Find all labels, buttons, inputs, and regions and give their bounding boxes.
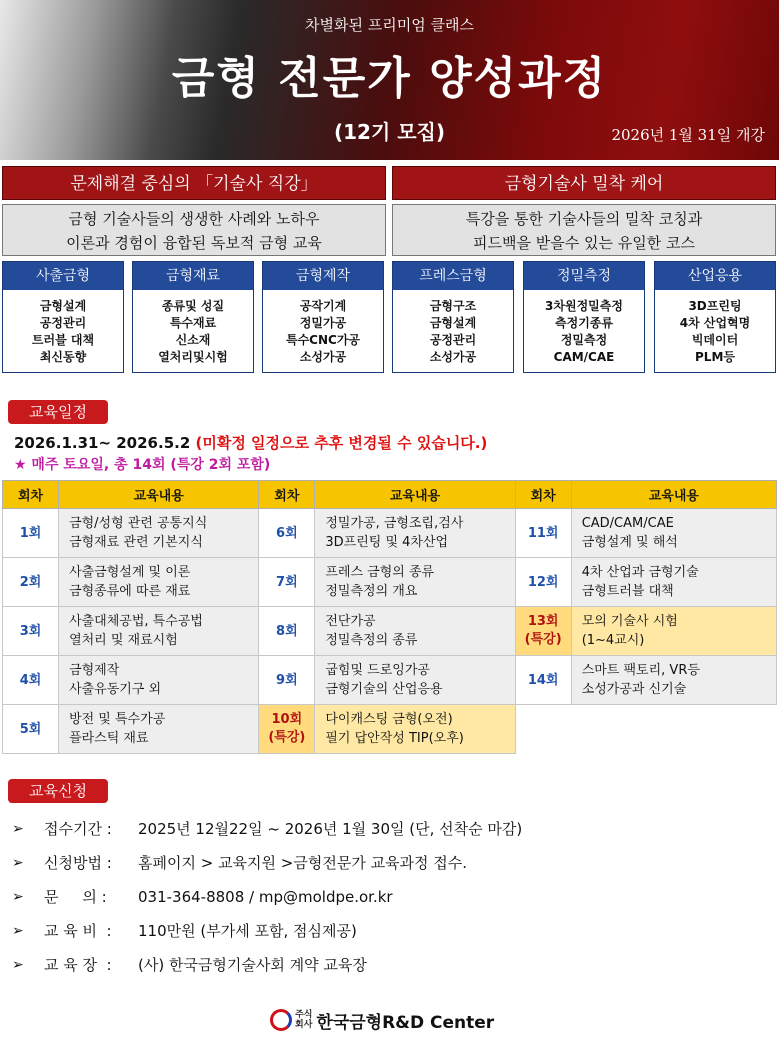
arrow-bullet-icon: ➢ bbox=[12, 923, 24, 939]
column-header: 회차 bbox=[3, 481, 59, 509]
category-title: 산업응용 bbox=[655, 262, 775, 290]
category-items bbox=[393, 290, 513, 372]
apply-info-list bbox=[12, 818, 522, 988]
session-content-special: 다이캐스팅 금형(오전) 필기 답안작성 TIP(오후) bbox=[315, 705, 515, 754]
category-item: 금형설계 bbox=[39, 299, 87, 313]
category-title: 금형재료 bbox=[133, 262, 253, 290]
session-content: 굽힘및 드로잉가공 금형기술의 산업응용 bbox=[315, 656, 515, 705]
category-item: 빅데이터 bbox=[691, 333, 739, 347]
logo-corp-label: 주식 회사 bbox=[295, 1010, 313, 1030]
session-number: 2회 bbox=[3, 558, 59, 607]
arrow-bullet-icon: ➢ bbox=[12, 821, 24, 837]
logo-mark-icon bbox=[270, 1009, 292, 1031]
column-header: 교육내용 bbox=[315, 481, 515, 509]
list-item bbox=[12, 920, 522, 954]
info-key: 문 의 : bbox=[44, 888, 107, 906]
empty-cell bbox=[571, 705, 776, 754]
empty-cell bbox=[515, 705, 571, 754]
info-value: 홈페이지 > 교육지원 >금형전문가 교육과정 접수. bbox=[138, 854, 468, 872]
category-mold-material bbox=[132, 261, 254, 373]
session-content: 4차 산업과 금형기술 금형트러블 대책 bbox=[571, 558, 776, 607]
info-value: 110만원 (부가세 포함, 점심제공) bbox=[138, 922, 357, 940]
list-item bbox=[12, 954, 522, 988]
schedule-table bbox=[2, 480, 777, 754]
table-row bbox=[3, 656, 777, 705]
feature-line: 피드백을 받을수 있는 유일한 코스 bbox=[473, 234, 695, 252]
category-items bbox=[3, 290, 123, 372]
category-title: 사출금형 bbox=[3, 262, 123, 290]
schedule-notice: (미확정 일정으로 추후 변경될 수 있습니다.) bbox=[195, 434, 488, 452]
category-item: 4차 산업혁명 bbox=[679, 316, 751, 330]
category-press-mold bbox=[392, 261, 514, 373]
session-content: 방전 및 특수가공 플라스틱 재료 bbox=[59, 705, 259, 754]
session-content: 전단가공 정밀측정의 종류 bbox=[315, 607, 515, 656]
category-items bbox=[524, 290, 644, 372]
category-injection-mold bbox=[2, 261, 124, 373]
category-title: 금형제작 bbox=[263, 262, 383, 290]
feature-line: 이론과 경험이 융합된 독보적 금형 교육 bbox=[66, 234, 322, 252]
session-content: 금형/성형 관련 공통지식 금형재료 관련 기본지식 bbox=[59, 509, 259, 558]
info-key: 접수기간 : bbox=[44, 820, 112, 838]
session-number: 9회 bbox=[259, 656, 315, 705]
category-industrial-application bbox=[654, 261, 776, 373]
page-title: 금형 전문가 양성과정 bbox=[171, 53, 608, 104]
category-item: 소성가공 bbox=[429, 350, 477, 364]
recruit-label: (12기 모집) bbox=[333, 120, 446, 144]
column-header: 회차 bbox=[259, 481, 315, 509]
list-item bbox=[12, 886, 522, 920]
schedule-period-dates: 2026.1.31~ 2026.5.2 bbox=[14, 434, 191, 452]
session-number-special: 13회 (특강) bbox=[515, 607, 571, 656]
list-item bbox=[12, 852, 522, 886]
category-item: 특수CNC가공 bbox=[285, 333, 361, 347]
category-items bbox=[263, 290, 383, 372]
category-item: 정밀가공 bbox=[299, 316, 347, 330]
info-key: 신청방법 : bbox=[44, 854, 112, 872]
feature-box-care bbox=[392, 166, 776, 256]
session-number: 1회 bbox=[3, 509, 59, 558]
session-number: 6회 bbox=[259, 509, 315, 558]
session-number: 4회 bbox=[3, 656, 59, 705]
category-item: 정밀측정 bbox=[560, 333, 608, 347]
category-item: 3차원정밀측정 bbox=[545, 299, 623, 313]
feature-line: 특강을 통한 기술사들의 밀착 코칭과 bbox=[465, 210, 703, 228]
feature-description bbox=[2, 204, 386, 256]
info-key: 교 육 장 : bbox=[44, 956, 112, 974]
category-item: 공정관리 bbox=[429, 333, 477, 347]
table-header-row bbox=[3, 481, 777, 509]
session-content: 정밀가공, 금형조립,검사 3D프린팅 및 4차산업 bbox=[315, 509, 515, 558]
list-item bbox=[12, 818, 522, 852]
feature-title: 금형기술사 밀착 케어 bbox=[392, 166, 776, 200]
header-banner bbox=[0, 0, 779, 160]
logo-name: 한국금형R&D Center bbox=[316, 1012, 495, 1033]
category-items bbox=[133, 290, 253, 372]
session-number: 3회 bbox=[3, 607, 59, 656]
info-key: 교 육 비 : bbox=[44, 922, 112, 940]
session-content: CAD/CAM/CAE 금형설계 및 해석 bbox=[571, 509, 776, 558]
column-header: 교육내용 bbox=[571, 481, 776, 509]
session-number: 5회 bbox=[3, 705, 59, 754]
category-precision-measurement bbox=[523, 261, 645, 373]
category-item: 최신동향 bbox=[39, 350, 87, 364]
session-content-special: 모의 기술사 시험 (1~4교시) bbox=[571, 607, 776, 656]
session-number: 8회 bbox=[259, 607, 315, 656]
category-item: 신소재 bbox=[175, 333, 211, 347]
category-item: 금형구조 bbox=[429, 299, 477, 313]
feature-description bbox=[392, 204, 776, 256]
category-item: 열처리및시험 bbox=[158, 350, 228, 364]
session-number: 12회 bbox=[515, 558, 571, 607]
session-content: 프레스 금형의 종류 정밀측정의 개요 bbox=[315, 558, 515, 607]
column-header: 교육내용 bbox=[59, 481, 259, 509]
feature-line: 금형 기술사들의 생생한 사례와 노하우 bbox=[68, 210, 320, 228]
arrow-bullet-icon: ➢ bbox=[12, 855, 24, 871]
category-item: CAM/CAE bbox=[553, 350, 615, 364]
column-header: 회차 bbox=[515, 481, 571, 509]
arrow-bullet-icon: ➢ bbox=[12, 889, 24, 905]
table-row bbox=[3, 509, 777, 558]
category-item: 소성가공 bbox=[299, 350, 347, 364]
header-subtitle: 차별화된 프리미엄 클래스 bbox=[305, 16, 474, 34]
session-content: 금형제작 사출유동기구 외 bbox=[59, 656, 259, 705]
category-item: 트러블 대책 bbox=[31, 333, 95, 347]
category-item: 공정관리 bbox=[39, 316, 87, 330]
session-number: 14회 bbox=[515, 656, 571, 705]
category-item: PLM등 bbox=[695, 350, 735, 364]
session-number-special: 10회 (특강) bbox=[259, 705, 315, 754]
table-row bbox=[3, 607, 777, 656]
schedule-period bbox=[14, 432, 487, 453]
category-item: 측정기종류 bbox=[555, 316, 613, 330]
category-item: 특수재료 bbox=[169, 316, 217, 330]
category-mold-making bbox=[262, 261, 384, 373]
table-row bbox=[3, 558, 777, 607]
category-items bbox=[655, 290, 775, 372]
info-value: (사) 한국금형기술사회 계약 교육장 bbox=[138, 956, 367, 974]
info-value: 031-364-8808 / mp@moldpe.or.kr bbox=[138, 888, 393, 906]
table-row bbox=[3, 705, 777, 754]
session-content: 사출금형설계 및 이론 금형종류에 따른 재료 bbox=[59, 558, 259, 607]
category-item: 공작기계 bbox=[299, 299, 347, 313]
info-value: 2025년 12월22일 ~ 2026년 1월 30일 (단, 선착순 마감) bbox=[138, 820, 523, 838]
open-date: 2026년 1월 31일 개강 bbox=[611, 126, 765, 144]
schedule-section-label: 교육일정 bbox=[8, 400, 108, 424]
session-content: 스마트 팩토리, VR등 소성가공과 신기술 bbox=[571, 656, 776, 705]
schedule-weekly-note: ★ 매주 토요일, 총 14회 (특강 2회 포함) bbox=[14, 457, 271, 473]
category-item: 종류및 성질 bbox=[161, 299, 225, 313]
category-title: 프레스금형 bbox=[393, 262, 513, 290]
session-content: 사출대체공법, 특수공법 열처리 및 재료시험 bbox=[59, 607, 259, 656]
arrow-bullet-icon: ➢ bbox=[12, 957, 24, 973]
session-number: 11회 bbox=[515, 509, 571, 558]
feature-title: 문제해결 중심의 「기술사 직강」 bbox=[2, 166, 386, 200]
session-number: 7회 bbox=[259, 558, 315, 607]
company-logo bbox=[270, 1006, 494, 1034]
category-title: 정밀측정 bbox=[524, 262, 644, 290]
apply-section-label: 교육신청 bbox=[8, 779, 108, 803]
feature-box-lecture bbox=[2, 166, 386, 256]
category-item: 금형설계 bbox=[429, 316, 477, 330]
category-item: 3D프린팅 bbox=[688, 299, 742, 313]
